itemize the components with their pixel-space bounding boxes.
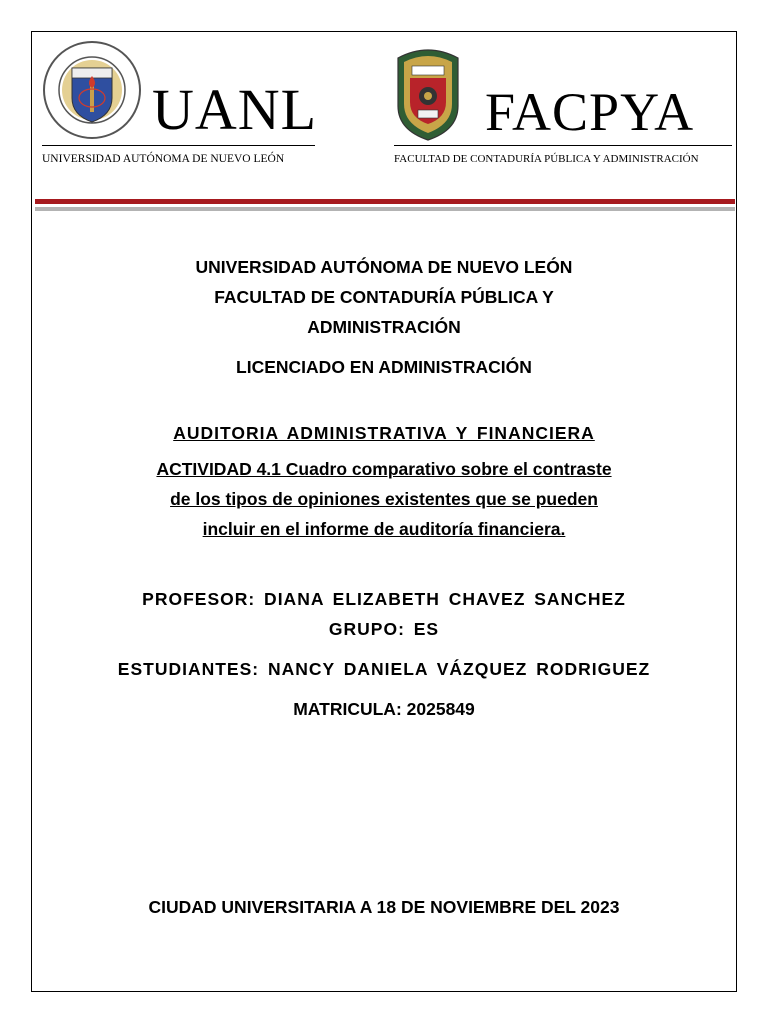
faculty-line-1: FACULTAD DE CONTADURÍA PÚBLICA Y	[214, 287, 554, 307]
group-line: GRUPO: ES	[328, 619, 440, 639]
uanl-seal-icon	[42, 40, 142, 140]
professor-line: PROFESOR: DIANA ELIZABETH CHAVEZ SANCHEZ	[142, 589, 626, 609]
place-date-line: CIUDAD UNIVERSITARIA A 18 DE NOVIEMBRE DEL 2023	[148, 897, 620, 917]
uanl-brand-text: UANL	[152, 77, 318, 142]
course-title: AUDITORIA ADMINISTRATIVA Y FINANCIERA	[173, 423, 595, 443]
uanl-rule	[42, 145, 315, 146]
header-red-band	[35, 199, 735, 204]
activity-line-1: ACTIVIDAD 4.1 Cuadro comparativo sobre el contraste	[156, 459, 612, 479]
uanl-subtitle: UNIVERSIDAD AUTÓNOMA DE NUEVO LEÓN	[42, 153, 285, 165]
degree-title: LICENCIADO EN ADMINISTRACIÓN	[236, 357, 532, 377]
faculty-line-2: ADMINISTRACIÓN	[307, 317, 461, 337]
university-name: UNIVERSIDAD AUTÓNOMA DE NUEVO LEÓN	[195, 257, 573, 277]
cover-page	[31, 31, 737, 992]
facpya-rule	[394, 145, 732, 146]
students-line: ESTUDIANTES: NANCY DANIELA VÁZQUEZ RODRIGUEZ	[117, 659, 651, 679]
activity-line-2: de los tipos de opiniones existentes que se pueden	[170, 489, 598, 509]
matricula-line: MATRICULA: 2025849	[293, 699, 475, 719]
facpya-brand-text: FACPYA	[485, 82, 695, 142]
activity-line-3: incluir en el informe de auditoría financiera.	[202, 519, 566, 539]
facpya-shield-icon	[394, 44, 462, 142]
cover-content	[32, 252, 736, 724]
header-grey-band	[35, 207, 735, 211]
facpya-subtitle: FACULTAD DE CONTADURÍA PÚBLICA Y ADMINISTRACIÓN	[394, 153, 699, 165]
